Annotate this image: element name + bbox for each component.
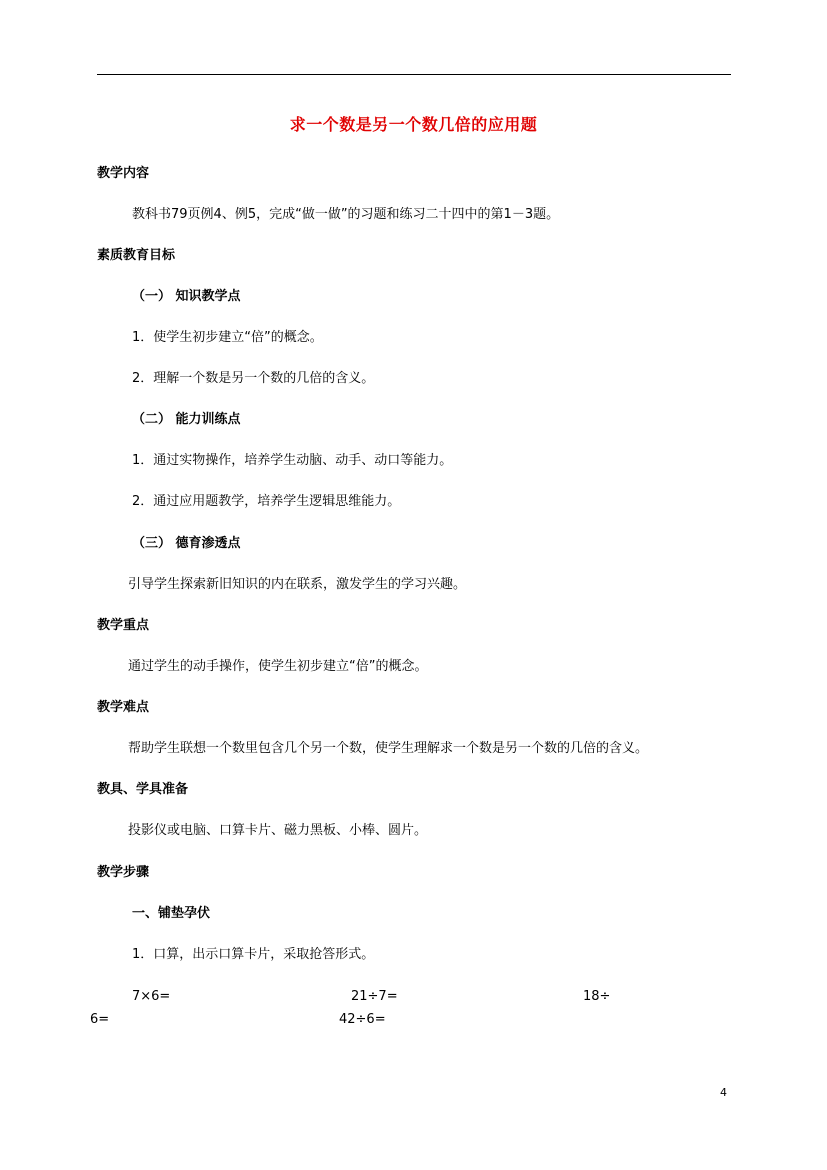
section-heading-steps: 教学步骤 [97, 865, 150, 880]
document-title: 求一个数是另一个数几倍的应用题 [289, 115, 538, 134]
subheading-step-1: 一、铺垫孕伏 [132, 906, 211, 921]
section-heading-key: 教学重点 [97, 618, 150, 633]
section-heading-difficulty: 教学难点 [97, 700, 150, 715]
moral-text: 引导学生探索新旧知识的内在联系，激发学生的学习兴趣。 [128, 577, 467, 592]
content-text: 教科书79页例4、例5，完成“做一做”的习题和练习二十四中的第1－3题。 [132, 207, 560, 222]
tools-text: 投影仪或电脑、口算卡片、磁力黑板、小棒、圆片。 [128, 823, 428, 838]
section-heading-tools: 教具、学具准备 [97, 782, 189, 797]
ability-item-1: 1．通过实物操作，培养学生动脑、动手、动口等能力。 [132, 453, 453, 468]
key-text: 通过学生的动手操作，使学生初步建立“倍”的概念。 [128, 659, 428, 674]
calc-item: 21÷7= [351, 989, 398, 1004]
section-heading-content: 教学内容 [97, 166, 150, 181]
calc-item: 7×6= [132, 989, 171, 1004]
difficulty-text: 帮助学生联想一个数里包含几个另一个数，使学生理解求一个数是另一个数的几倍的含义。 [128, 741, 649, 756]
knowledge-item-1: 1．使学生初步建立“倍”的概念。 [132, 330, 323, 345]
section-heading-goals: 素质教育目标 [97, 248, 176, 263]
subheading-knowledge: （一） 知识教学点 [132, 289, 241, 304]
header-rule [97, 74, 731, 75]
calc-item: 6= [90, 1012, 110, 1027]
step-1-item-1: 1．口算，出示口算卡片，采取抢答形式。 [132, 947, 375, 962]
calc-item: 18÷ [583, 989, 611, 1004]
knowledge-item-2: 2．理解一个数是另一个数的几倍的含义。 [132, 371, 375, 386]
ability-item-2: 2．通过应用题教学，培养学生逻辑思维能力。 [132, 494, 401, 509]
page-number: 4 [720, 1086, 727, 1099]
subheading-ability: （二） 能力训练点 [132, 412, 241, 427]
calc-item: 42÷6= [339, 1012, 386, 1027]
subheading-moral: （三） 德育渗透点 [132, 536, 241, 551]
